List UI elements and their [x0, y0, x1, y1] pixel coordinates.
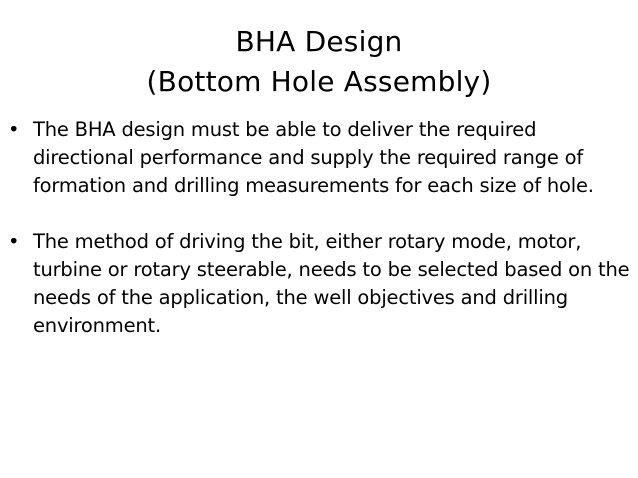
bullet-text: The method of driving the bit, either rotary mode, motor, turbine or rotary steerable, needs to be selected based on the needs of the application, the well objectives and drilling environment. [33, 230, 630, 337]
slide-title [0, 22, 638, 102]
title-line-2: (Bottom Hole Assembly) [146, 65, 492, 98]
title-line-1: BHA Design [235, 25, 403, 58]
bullet-item [0, 228, 638, 340]
bullet-list [0, 116, 638, 340]
bullet-marker: • [8, 230, 20, 253]
bullet-text: The BHA design must be able to deliver the required directional performance and supply the required range of formation and drilling measurements for each size of hole. [33, 118, 594, 197]
bullet-marker: • [8, 118, 20, 141]
bullet-item [0, 116, 638, 200]
